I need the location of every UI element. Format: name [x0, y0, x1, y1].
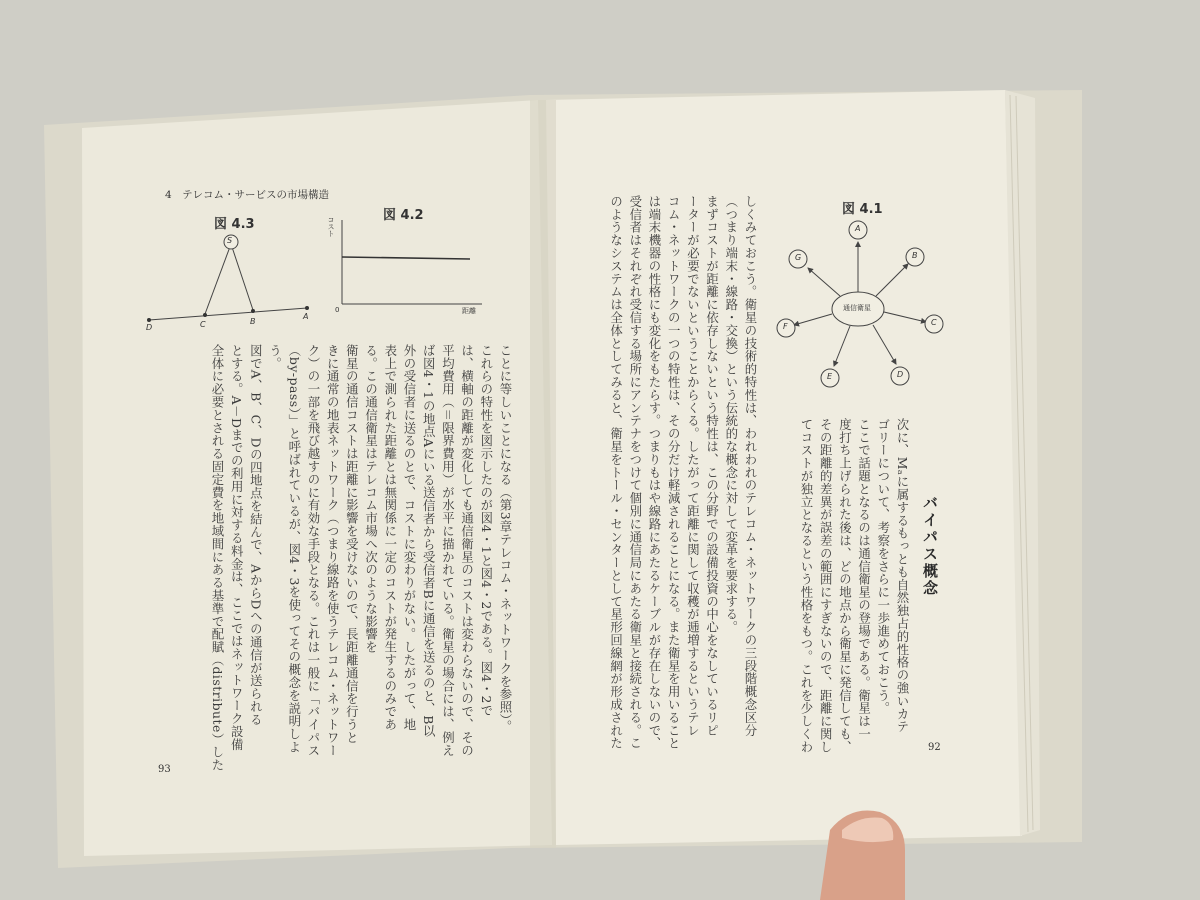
fig41-node-a-label: A	[855, 224, 861, 233]
right-body-text-main	[592, 195, 760, 750]
right-body-text-upper	[764, 418, 912, 754]
fig41-node-c-label: C	[931, 318, 937, 327]
right-line: ーターが必要でないということからくる。したがって距離に関して収穫が逓増するというテレ	[685, 195, 701, 737]
left-line: 図でA、B、C、Dの四地点を結んで、AからDへの通信が送られる	[248, 344, 264, 726]
left-line: 全体に必要とされる固定費を地域間にある基準で配賦（distribute）した	[209, 344, 225, 772]
right-line: 受信者はそれぞれ受信する場所にアンテナをつけて個別に通信局にあたる衛星と接続される。こ	[627, 195, 643, 750]
right-line: まずコストが距離に依存しないという特性は、この分野での設備投資の中心をなしているリピ	[704, 195, 720, 737]
right-line: のようなシステムは全体としてみると、衛星をトール・センターとして星形回線網が形成された	[608, 195, 624, 750]
fig43-node-b-label: B	[250, 317, 256, 326]
fig41-node-d-label: D	[897, 370, 904, 379]
left-line: ク）の一部を飛び越すのに有効な手段となる。これは一般に「バイパス	[305, 344, 321, 757]
left-line: う。	[267, 344, 283, 370]
right-line: ゴリーについて、考察をさらに一歩進めておこう。	[875, 418, 891, 715]
right-line: その距離的差異が誤差の範囲にすぎないので、距離に関し	[818, 418, 834, 754]
right-line: 次に、Mₐに属するもっとも自然独占的性格の強いカテ	[895, 418, 910, 734]
fig41-center-label: 通信衛星	[843, 304, 871, 312]
left-body-text	[170, 344, 515, 772]
fig41-node-f-label: F	[783, 322, 788, 331]
left-line: 外の受信者に送るのとで、コストに変わりがない。したがって、地	[401, 344, 417, 731]
right-line: コム・ネットワークの一つの特性は、その分だけ軽減されることになる。また衛星を用いること	[666, 195, 682, 750]
running-header: 4 テレコム・サービスの市場構造	[165, 189, 329, 201]
left-line: きに通常の地表ネットワーク（つまり線路を使うテレコム・ネットワー	[325, 344, 341, 757]
left-line: 平均費用（＝限界費用）が水平に描かれている。衛星の場合には、例え	[440, 344, 456, 757]
left-line: ば図4・1の地点Aにいる送信者から受信者Bに通信を送るのと、B以	[421, 344, 437, 738]
left-line: 表上で測られた距離とは無関係に一定のコストが発生するのみであ	[382, 344, 398, 731]
fig43-node-a-label: A	[303, 312, 309, 321]
fig43-node-s-label: S	[227, 236, 233, 245]
left-line: これらの特性を図示したのが図4・1と図4・2である。図4・2で	[478, 344, 494, 717]
fig43-title: 図 4.3	[214, 217, 255, 232]
fig43-node-d-label: D	[146, 323, 153, 332]
fig41-node-g-label: G	[795, 253, 802, 262]
left-line: は、横軸の距離が変化しても通信衛星のコストは変わらないので、その	[459, 344, 475, 757]
fig42-origin: 0	[335, 306, 340, 314]
right-line: （つまり端末・線路・交換）という伝統的な概念に対して変革を要求する。	[723, 195, 739, 634]
fig42-ylabel: コスト	[327, 216, 335, 237]
right-line: しくみておこう。衛星の技術的特性は、われわれのテレコム・ネットワークの三段階概念区分	[743, 195, 758, 737]
left-line: る。この通信衛星はテレコム市場へ次のような影響を	[363, 344, 379, 654]
fig42-title: 図 4.2	[383, 208, 424, 223]
fig42-chart	[336, 212, 486, 312]
right-line: 度打ち上げられた後は、どの地点から衛星に発信しても、	[837, 418, 853, 754]
fig41-title: 図 4.1	[842, 202, 883, 217]
fig41-node-e-label: E	[827, 372, 833, 381]
fig42-xlabel: 距離	[462, 307, 476, 315]
section-heading: バイパス概念	[921, 495, 939, 597]
right-page-number: 92	[928, 742, 941, 753]
left-line: 衛星の通信コストは距離に影響を受けないので、長距離通信を行うと	[344, 344, 360, 744]
left-page-number: 93	[158, 764, 171, 775]
fig41-diagram	[768, 212, 948, 392]
left-line: ことに等しいことになる（第3章テレコム・ネットワークを参照）。	[498, 344, 513, 734]
fig43-node-c-label: C	[200, 320, 206, 329]
right-line: てコストが独立となるという性格をもつ。これを少しくわ	[798, 418, 814, 754]
left-line: とする。A－Dまでの利用に対する料金は、ここではネットワーク設備	[229, 344, 245, 751]
fig41-node-b-label: B	[912, 251, 918, 260]
right-line: ここで話題となるのは通信衛星の登場である。衛星は一	[856, 418, 872, 741]
right-line: は端末機器の性格にも変化をもたらす。つまりもはや線路にあたるケーブルが存在しないので、	[646, 195, 662, 750]
fig42-cost-line	[342, 257, 470, 259]
left-line: （by-pass）」と呼ばれているが、図4・3を使ってその概念を説明しよ	[286, 344, 302, 754]
